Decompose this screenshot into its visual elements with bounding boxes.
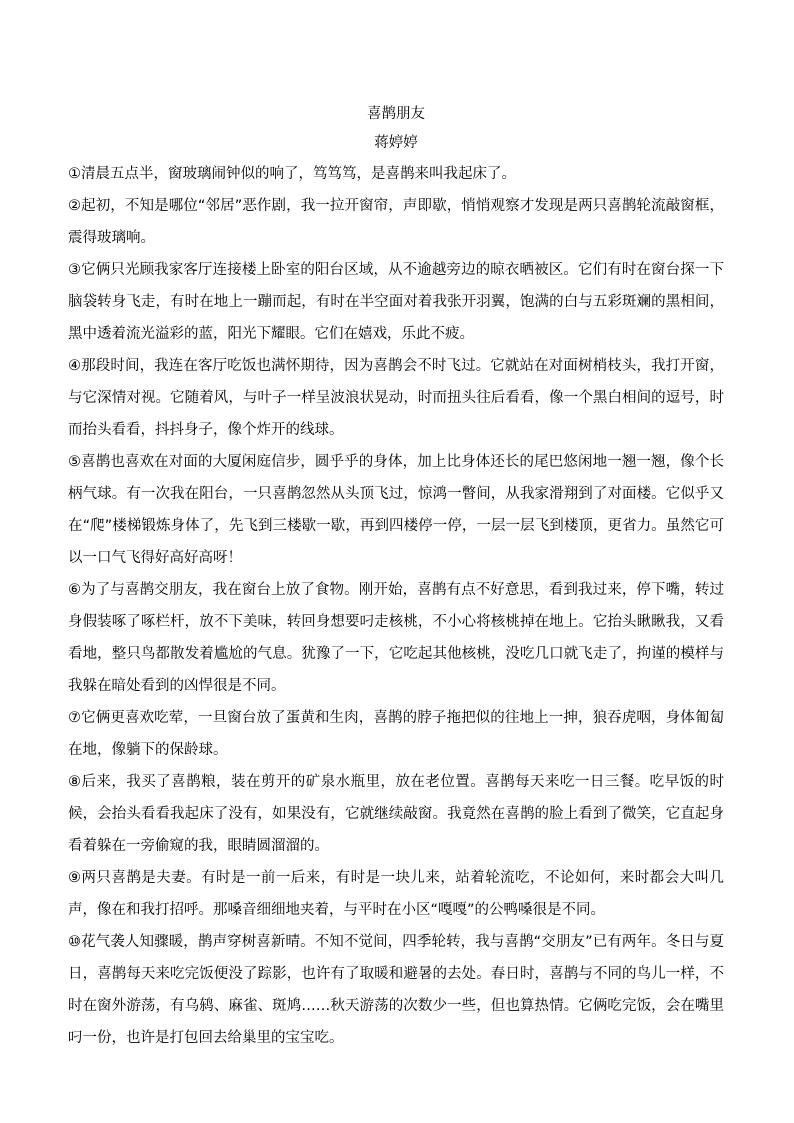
article-author: 蒋婷婷 (374, 135, 418, 151)
paragraph-4: ④那段时间，我连在客厅吃饭也满怀期待，因为喜鹊会不时飞过。它就站在对面树梢枝头，我打开窗，与它深情对视。它随着风，与叶子一样呈波浪状晃动，时而扭头往后看看，像一个黑白相间的逗号，时而抬头看看，抖抖身子，像个炸开的线球。 (68, 358, 724, 438)
paragraph-9: ⑨两只喜鹊是夫妻。有时是一前一后来，有时是一块儿来，站着轮流吃，不论如何，来时都会大叫几声，像在和我打招呼。那嗓音细细地夹着，与平时在小区“嘎嘎”的公鸭嗓很是不同。 (68, 870, 724, 918)
article-body (68, 100, 724, 1054)
article-title: 喜鹊朋友 (367, 106, 425, 122)
paragraph-3: ③它俩只光顾我家客厅连接楼上卧室的阳台区域，从不逾越旁边的晾衣晒被区。它们有时在窗台探一下脑袋转身飞走，有时在地上一蹦而起，有时在半空面对着我张开羽翼，饱满的白与五彩斑斓的黑相间，黑中透着流光溢彩的蓝，阳光下耀眼。它们在嬉戏，乐此不疲。 (68, 262, 724, 342)
paragraph-10: ⑩花气袭人知骤暖，鹊声穿树喜新晴。不知不觉间，四季轮转，我与喜鹊“交朋友”已有两年。冬日与夏日，喜鹊每天来吃完饭便没了踪影，也许有了取暖和避暑的去处。春日时，喜鹊与不同的鸟儿一样，不时在窗外游荡，有乌鸫、麻雀、斑鸠……秋天游荡的次数少一些，但也算热情。它俩吃完饭，会在嘴里叼一份，也许是打包回去给巢里的宝宝吃。 (68, 934, 724, 1046)
paragraph-6: ⑥为了与喜鹊交朋友，我在窗台上放了食物。刚开始，喜鹊有点不好意思，看到我过来，停下嘴，转过身假装啄了啄栏杆，放不下美味，转回身想要叼走核桃，不小心将核桃掉在地上。它抬头瞅瞅我，又看看地，整只鸟都散发着尴尬的气息。犹豫了一下，它吃起其他核桃，没吃几口就飞走了，拘谨的模样与我躲在暗处看到的凶悍很是不同。 (68, 582, 724, 694)
paragraph-5: ⑤喜鹊也喜欢在对面的大厦闲庭信步，圆乎乎的身体，加上比身体还长的尾巴悠闲地一翘一翘，像个长柄气球。有一次我在阳台，一只喜鹊忽然从头顶飞过，惊鸿一瞥间，从我家滑翔到了对面楼。它似乎又在“爬”楼梯锻炼身体了，先飞到三楼歇一歇，再到四楼停一停，一层一层飞到楼顶，更省力。虽然它可以一口气飞得好高好高呀！ (68, 454, 724, 566)
paragraph-7: ⑦它俩更喜欢吃荤，一旦窗台放了蛋黄和生肉，喜鹊的脖子拖把似的往地上一抻，狼吞虎咽，身体匍匐在地，像躺下的保龄球。 (68, 710, 724, 758)
paragraph-1: ①清晨五点半，窗玻璃闹钟似的响了，笃笃笃，是喜鹊来叫我起床了。 (68, 166, 516, 182)
paragraph-2: ②起初，不知是哪位“邻居”恶作剧，我一拉开窗帘，声即歇，悄悄观察才发现是两只喜鹊轮流敲窗框，震得玻璃响。 (68, 198, 724, 246)
paragraph-8: ⑧后来，我买了喜鹊粮，装在剪开的矿泉水瓶里，放在老位置。喜鹊每天来吃一日三餐。吃早饭的时候，会抬头看看我起床了没有，如果没有，它就继续敲窗。我竟然在喜鹊的脸上看到了微笑，它直起身看着躲在一旁偷窥的我，眼睛圆溜溜的。 (68, 774, 724, 854)
